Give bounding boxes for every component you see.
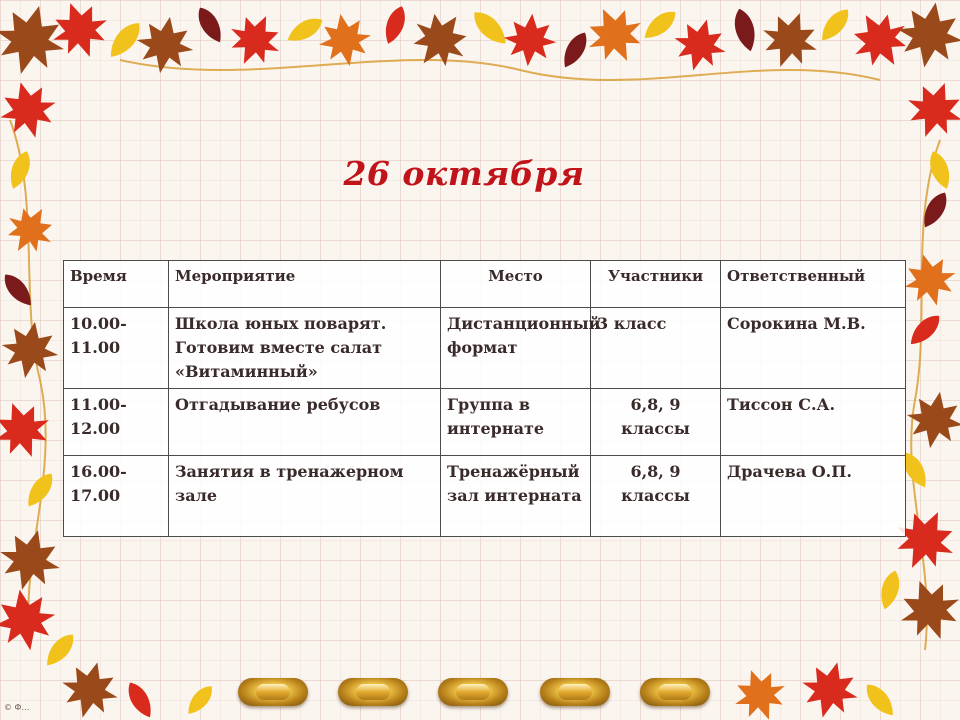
schedule-table bbox=[63, 260, 906, 537]
nav-button[interactable] bbox=[640, 678, 710, 706]
slide-navigation bbox=[0, 678, 960, 708]
nav-button[interactable] bbox=[540, 678, 610, 706]
cell-event: Отгадывание ребусов bbox=[169, 389, 441, 456]
table-row bbox=[64, 456, 906, 537]
header-event: Мероприятие bbox=[169, 261, 441, 308]
header-time: Время bbox=[64, 261, 169, 308]
table-header-row bbox=[64, 261, 906, 308]
cell-time: 11.00-12.00 bbox=[64, 389, 169, 456]
table-row bbox=[64, 308, 906, 389]
cell-time: 10.00-11.00 bbox=[64, 308, 169, 389]
copyright-mark: © Ф… bbox=[4, 703, 30, 712]
slide-title: 26 октября bbox=[343, 154, 585, 193]
cell-event: Занятия в тренажерном зале bbox=[169, 456, 441, 537]
cell-responsible: Тиссон С.А. bbox=[721, 389, 906, 456]
header-responsible: Ответственный bbox=[721, 261, 906, 308]
cell-responsible: Сорокина М.В. bbox=[721, 308, 906, 389]
nav-button[interactable] bbox=[238, 678, 308, 706]
cell-participants: 3 класс bbox=[591, 308, 721, 389]
cell-place: Тренажёрный зал интерната bbox=[441, 456, 591, 537]
cell-place: Дистанционный формат bbox=[441, 308, 591, 389]
cell-responsible: Драчева О.П. bbox=[721, 456, 906, 537]
table-row bbox=[64, 389, 906, 456]
nav-button[interactable] bbox=[338, 678, 408, 706]
cell-event: Школа юных поварят. Готовим вместе салат «Витаминный» bbox=[169, 308, 441, 389]
cell-participants: 6,8, 9 классы bbox=[591, 456, 721, 537]
cell-participants: 6,8, 9 классы bbox=[591, 389, 721, 456]
cell-place: Группа в интернате bbox=[441, 389, 591, 456]
nav-button[interactable] bbox=[438, 678, 508, 706]
cell-time: 16.00-17.00 bbox=[64, 456, 169, 537]
header-place: Место bbox=[441, 261, 591, 308]
header-participants: Участники bbox=[591, 261, 721, 308]
